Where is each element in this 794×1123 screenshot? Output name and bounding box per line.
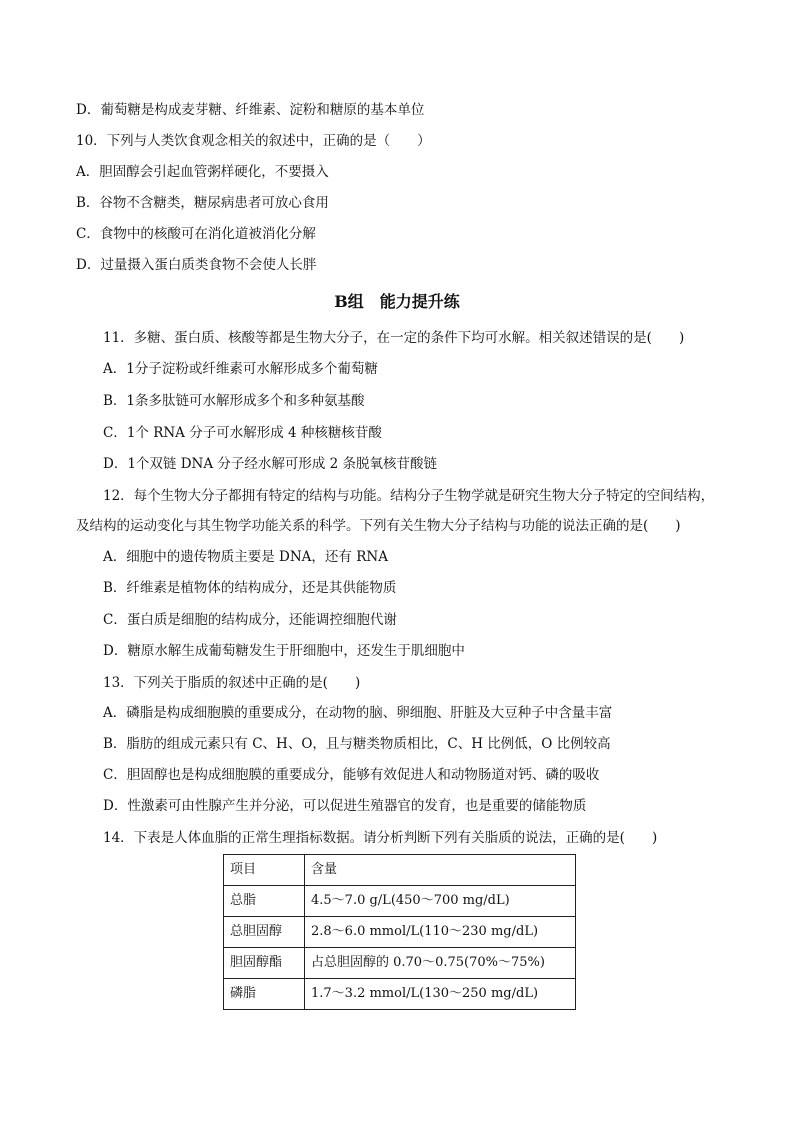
q13-option-a: A．磷脂是构成细胞膜的重要成分，在动物的脑、卵细胞、肝脏及大豆种子中含量丰富 <box>103 705 613 721</box>
q11-option-b: B．1条多肽链可水解形成多个和多种氨基酸 <box>103 393 365 409</box>
q14-stem: 14．下表是人体血脂的正常生理指标数据。请分析判断下列有关脂质的说法，正确的是( ) <box>103 830 658 846</box>
table-cell: 磷脂 <box>224 979 305 1010</box>
q11-option-a: A．1分子淀粉或纤维素可水解形成多个葡萄糖 <box>103 361 378 377</box>
q10-option-a: A．胆固醇会引起血管粥样硬化，不要摄入 <box>76 164 329 180</box>
table-cell: 总胆固醇 <box>224 917 305 948</box>
q13-option-b: B．脂肪的组成元素只有 C、H、O，且与糖类物质相比，C、H 比例低，O 比例较高 <box>103 736 611 752</box>
q13-stem: 13．下列关于脂质的叙述中正确的是( ) <box>103 675 361 691</box>
q11-option-c: C．1个 RNA 分子可水解形成 4 种核糖核苷酸 <box>103 425 382 441</box>
table-cell: 胆固醇酯 <box>224 948 305 979</box>
table-cell: 1.7～3.2 mmol/L(130～250 mg/dL) <box>305 979 576 1010</box>
table-row <box>224 979 576 1010</box>
q12-stem-line2: 及结构的运动变化与其生物学功能关系的科学。下列有关生物大分子结构与功能的说法正确的是( ) <box>76 518 681 534</box>
q11-option-d: D．1个双链 DNA 分子经水解可形成 2 条脱氧核苷酸链 <box>103 456 438 472</box>
table-header-cell: 项目 <box>224 855 305 886</box>
table-row <box>224 917 576 948</box>
table-row <box>224 948 576 979</box>
q12-option-d: D．糖原水解生成葡萄糖发生于肝细胞中，还发生于肌细胞中 <box>103 643 465 659</box>
q12-stem-line1: 12．每个生物大分子都拥有特定的结构与功能。结构分子生物学就是研究生物大分子特定的空间结构， <box>103 488 715 504</box>
q13-option-d: D．性激素可由性腺产生并分泌，可以促进生殖器官的发育，也是重要的储能物质 <box>103 798 587 814</box>
table-cell: 2.8～6.0 mmol/L(110～230 mg/dL) <box>305 917 576 948</box>
q9-option-d: D．葡萄糖是构成麦芽糖、纤维素、淀粉和糖原的基本单位 <box>76 102 425 118</box>
table-cell: 总脂 <box>224 886 305 917</box>
q10-option-d: D．过量摄入蛋白质类食物不会使人长胖 <box>76 257 317 273</box>
blood-lipid-table <box>223 854 576 1010</box>
q12-option-a: A．细胞中的遗传物质主要是 DNA，还有 RNA <box>103 549 388 565</box>
table-cell: 4.5～7.0 g/L(450～700 mg/dL) <box>305 886 576 917</box>
q12-option-c: C．蛋白质是细胞的结构成分，还能调控细胞代谢 <box>103 612 397 628</box>
q10-option-c: C．食物中的核酸可在消化道被消化分解 <box>76 226 316 242</box>
section-b-title: B组 能力提升练 <box>334 292 460 311</box>
table-row <box>224 886 576 917</box>
table-cell: 占总胆固醇的 0.70～0.75(70%～75%) <box>305 948 576 979</box>
q11-stem: 11．多糖、蛋白质、核酸等都是生物大分子，在一定的条件下均可水解。相关叙述错误的是( ) <box>103 330 685 346</box>
q10-option-b: B．谷物不含糖类，糖尿病患者可放心食用 <box>76 195 329 211</box>
q13-option-c: C．胆固醇也是构成细胞膜的重要成分，能够有效促进人和动物肠道对钙、磷的吸收 <box>103 767 600 783</box>
table-header-row <box>224 855 576 886</box>
q10-stem: 10．下列与人类饮食观念相关的叙述中，正确的是（ ） <box>76 133 431 149</box>
table-header-cell: 含量 <box>305 855 576 886</box>
q12-option-b: B．纤维素是植物体的结构成分，还是其供能物质 <box>103 580 397 596</box>
